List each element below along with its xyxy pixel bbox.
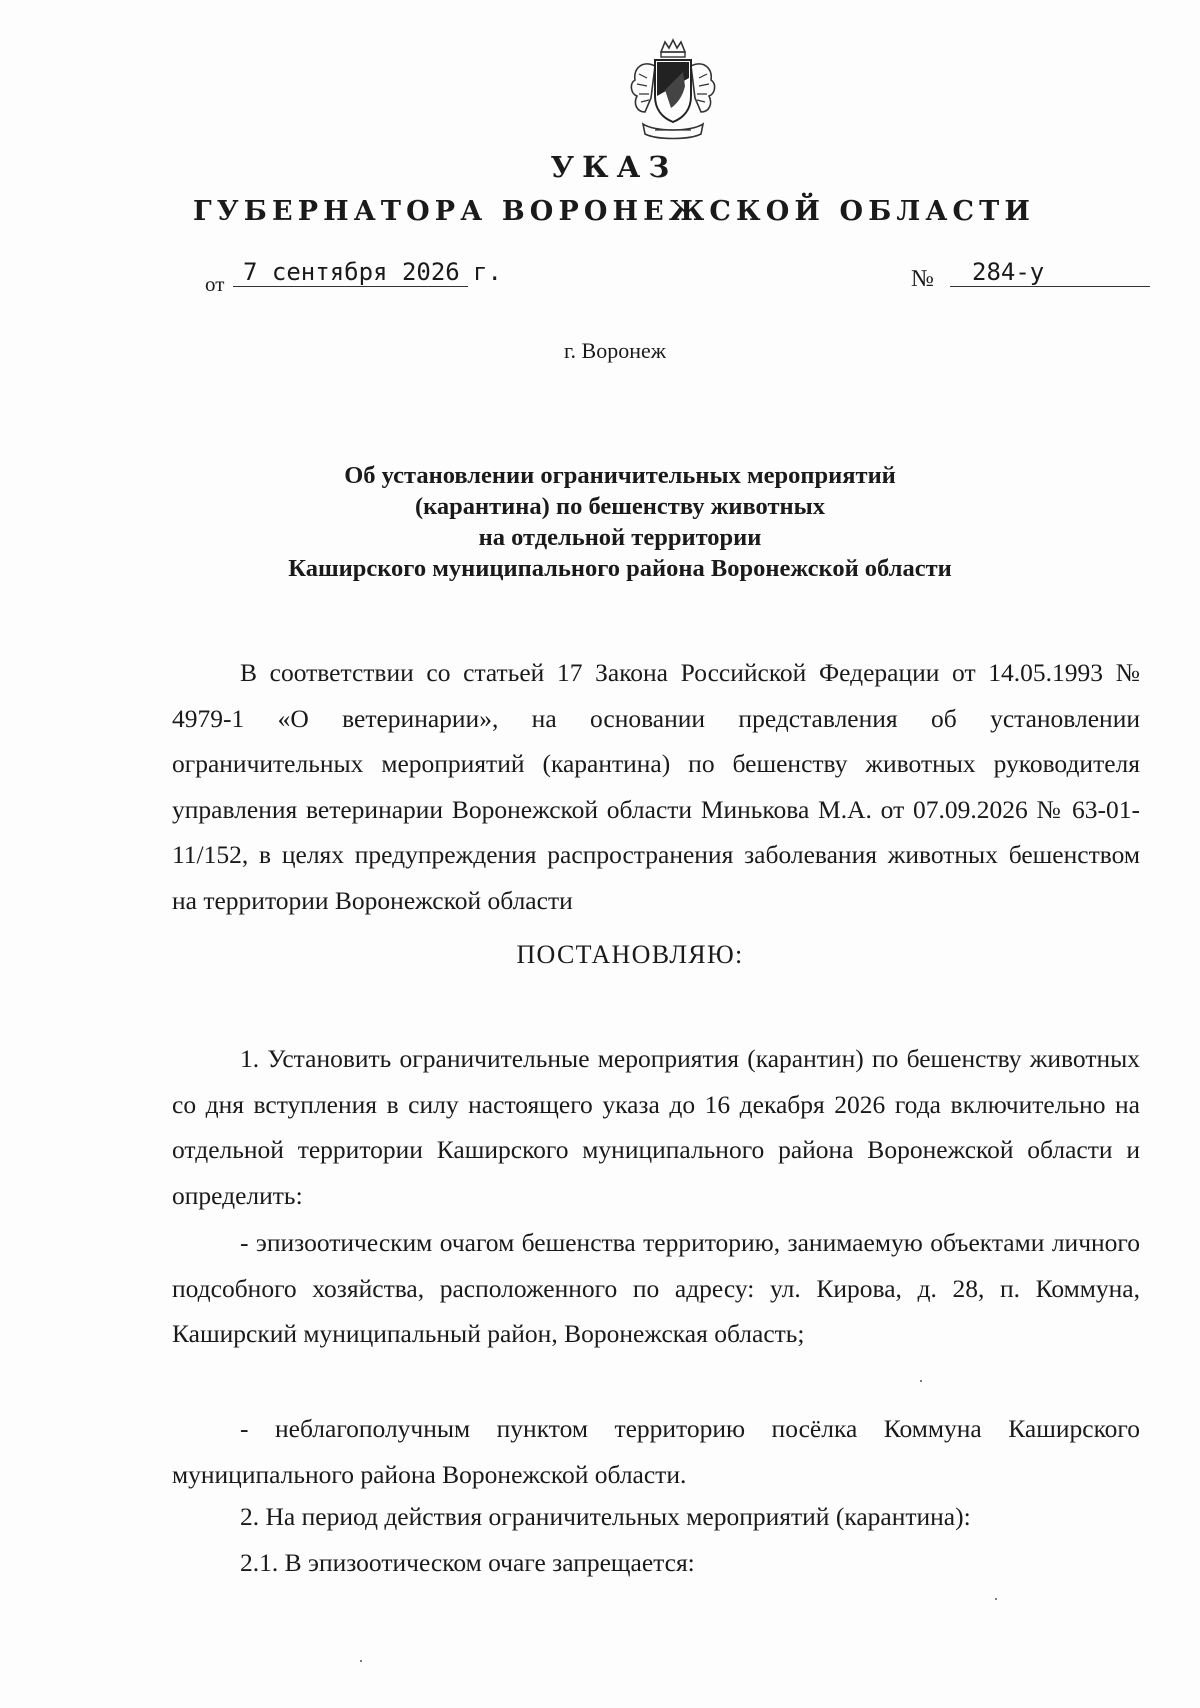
number-label: № [911,266,934,292]
scan-speck [995,1598,997,1600]
date-number-row [205,258,1155,298]
title-line: Об установлении ограничительных мероприятий [344,462,896,489]
preamble-paragraph: В соответствии со статьей 17 Закона Российской Федерации от 14.05.1993 № 4979-1 «О ветеринарии», на основании представления об установлении ограничительных мероприятий (карантина) по бешенству животных руководителя управления ветеринарии Воронежской области Минькова М.А. от 07.09.2026 № 63-01-11/152, в целях предупреждения распространения заболевания животных бешенством на территории Воронежской области [172,658,1140,915]
scan-speck [360,1660,362,1662]
item-1a-paragraph: - эпизоотическим очагом бешенства территорию, занимаемую объектами личного подсобного хозяйства, расположенного по адресу: ул. Кирова, д. 28, п. Коммуна, Каширский муниципальный район, Воронежская область; [172,1228,1140,1348]
coat-of-arms-icon [625,38,721,144]
item-2-paragraph: 2. На период действия ограничительных мероприятий (карантина): [240,1502,971,1531]
title-line: Каширского муниципального района Воронежской области [288,555,952,582]
item-1-paragraph: 1. Установить ограничительные мероприятия (карантин) по бешенству животных со дня вступления в силу настоящего указа до 16 декабря 2026 года включительно на отдельной территории Каширского муниципального района Воронежской области и определить: [172,1044,1140,1210]
decree-date: 7 сентября 2026 [233,258,468,287]
date-suffix: г. [473,258,502,286]
title-line: (карантина) по бешенству животных [415,493,825,520]
decree-number: 284-у [950,258,1150,287]
city: г. Воронеж [564,338,666,363]
document-title [170,460,1070,584]
authority-heading: ГУБЕРНАТОРА ВОРОНЕЖСКОЙ ОБЛАСТИ [192,196,1036,227]
item-2-1-paragraph: 2.1. В эпизоотическом очаге запрещается: [240,1548,695,1577]
scan-speck [920,1380,922,1382]
decree-heading: УКАЗ [550,150,678,184]
title-line: на отдельной территории [478,524,762,551]
resolution-word: ПОСТАНОВЛЯЮ: [516,940,744,969]
date-prefix: от [205,272,225,296]
item-1b-paragraph: - неблагополучным пунктом территорию посёлка Коммуна Каширского муниципального района Воронежской области. [172,1414,1140,1489]
